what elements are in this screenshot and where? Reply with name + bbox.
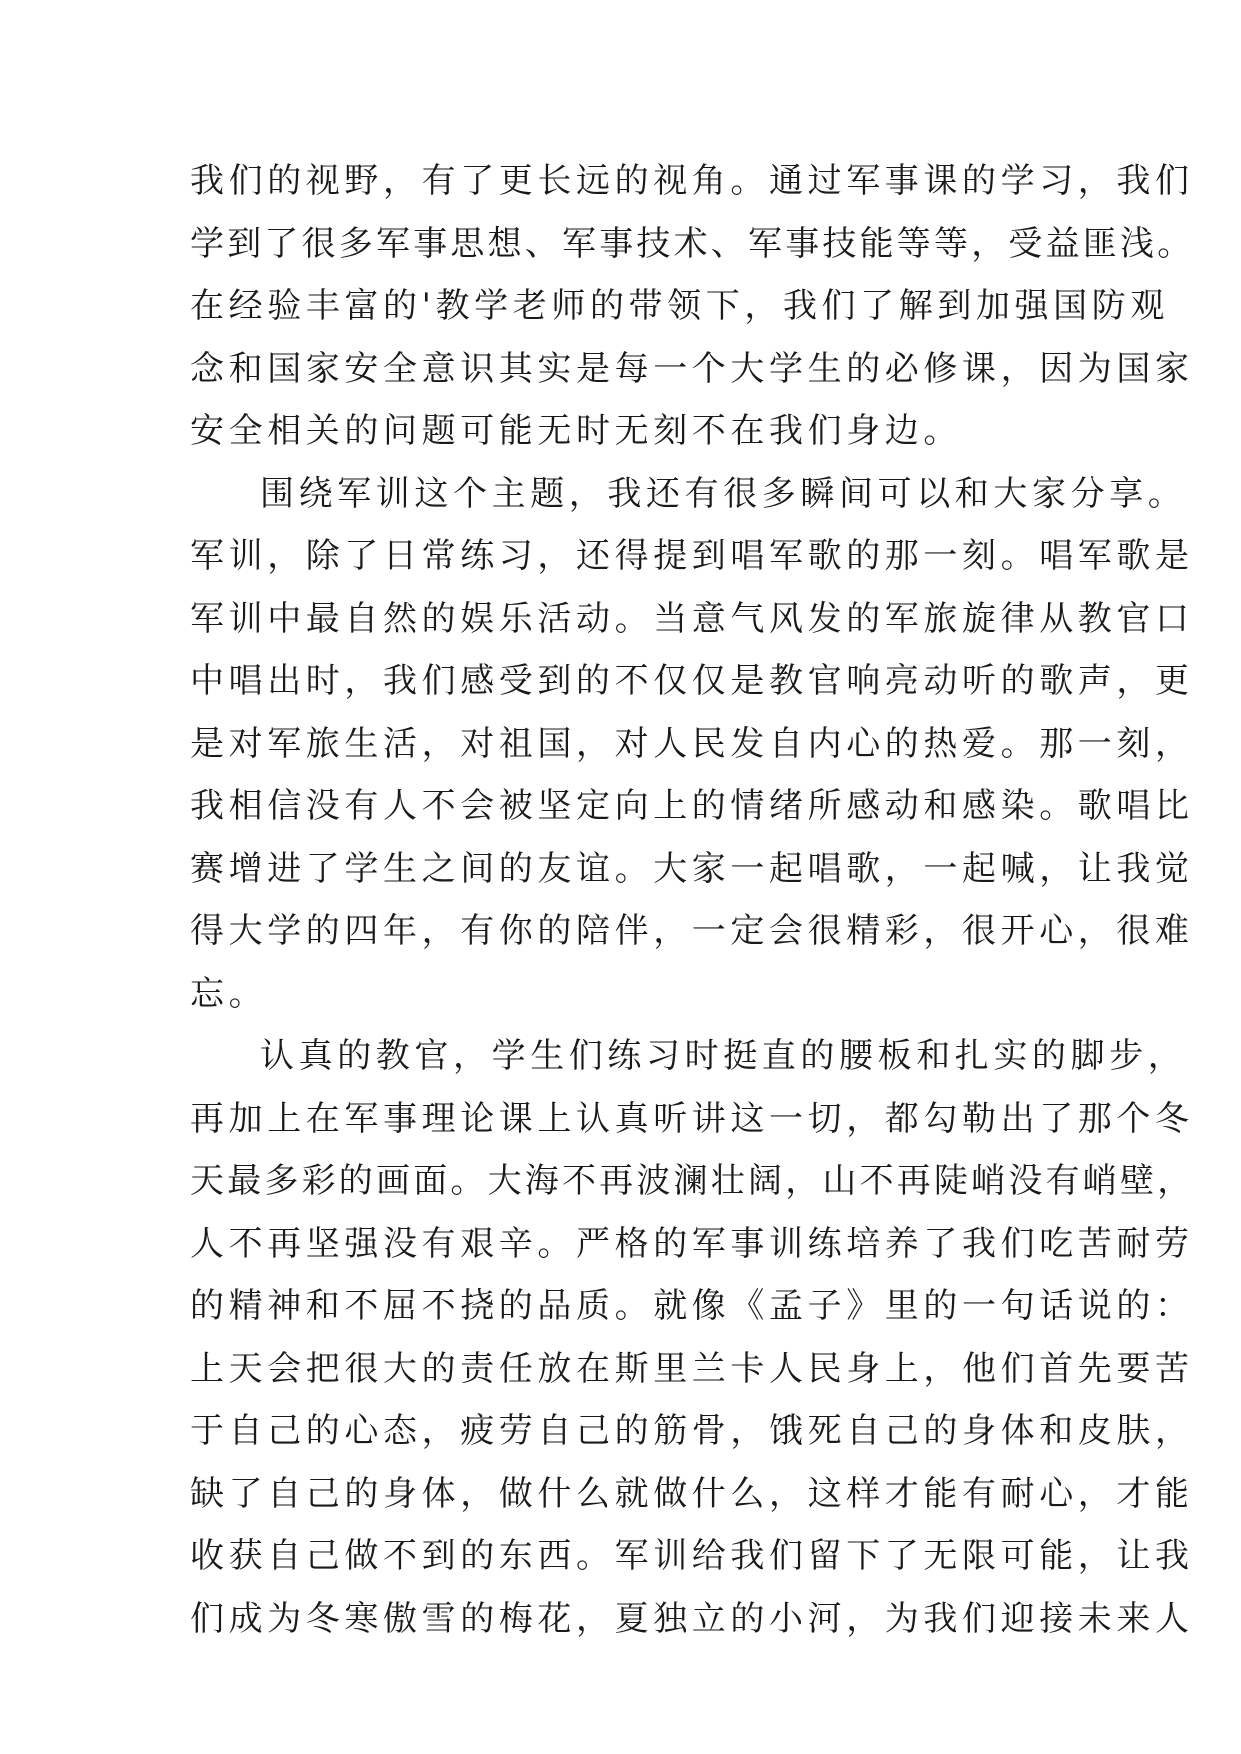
text-line: 我们的视野，有了更长远的视角。通过军事课的学习，我们	[190, 161, 1194, 201]
text-line: 我相信没有人不会被坚定向上的情绪所感动和感染。歌唱比	[190, 786, 1194, 826]
text-line: 安全相关的问题可能无时无刻不在我们身边。	[190, 411, 962, 451]
text-line: 天最多彩的画面。大海不再波澜壮阔，山不再陡峭没有峭壁，	[190, 1161, 1195, 1201]
text-line: 军训，除了日常练习，还得提到唱军歌的那一刻。唱军歌是	[190, 536, 1194, 576]
text-line: 上天会把很大的责任放在斯里兰卡人民身上，他们首先要苦	[190, 1348, 1194, 1389]
text-line: 念和国家安全意识其实是每一个大学生的必修课，因为国家	[190, 348, 1194, 389]
text-line: 人不再坚强没有艰辛。严格的军事训练培养了我们吃苦耐劳	[190, 1223, 1194, 1264]
text-line: 的精神和不屈不挠的品质。就像《孟子》里的一句话说的：	[190, 1286, 1194, 1326]
text-line: 学到了很多军事思想、军事技术、军事技能等等，受益匪浅。	[190, 223, 1195, 264]
text-line: 军训中最自然的娱乐活动。当意气风发的军旅旋律从教官口	[190, 598, 1194, 639]
text-line: 中唱出时，我们感受到的不仅仅是教官响亮动听的歌声，更	[190, 661, 1194, 701]
text-line: 缺了自己的身体，做什么就做什么，这样才能有耐心，才能	[190, 1473, 1194, 1514]
text-line: 收获自己做不到的东西。军训给我们留下了无限可能，让我	[190, 1536, 1194, 1576]
text-line: 再加上在军事理论课上认真听讲这一切，都勾勒出了那个冬	[190, 1098, 1194, 1139]
paragraph-start-line: 围绕军训这个主题，我还有很多瞬间可以和大家分享。	[260, 473, 1187, 514]
text-line: 赛增进了学生之间的友谊。大家一起唱歌，一起喊，让我觉	[190, 848, 1194, 889]
paragraph-start-line: 认真的教官，学生们练习时挺直的腰板和扎实的脚步，	[260, 1036, 1187, 1076]
text-line: 忘。	[190, 973, 268, 1014]
text-line: 在经验丰富的'教学老师的带领下，我们了解到加强国防观	[190, 286, 1169, 326]
text-line: 于自己的心态，疲劳自己的筋骨，饿死自己的身体和皮肤，	[190, 1411, 1194, 1451]
text-line: 是对军旅生活，对祖国，对人民发自内心的热爱。那一刻，	[190, 723, 1194, 764]
text-line: 们成为冬寒傲雪的梅花，夏独立的小河，为我们迎接未来人	[190, 1598, 1194, 1639]
document-page	[190, 150, 1195, 1650]
text-line: 得大学的四年，有你的陪伴，一定会很精彩，很开心，很难	[190, 911, 1194, 951]
